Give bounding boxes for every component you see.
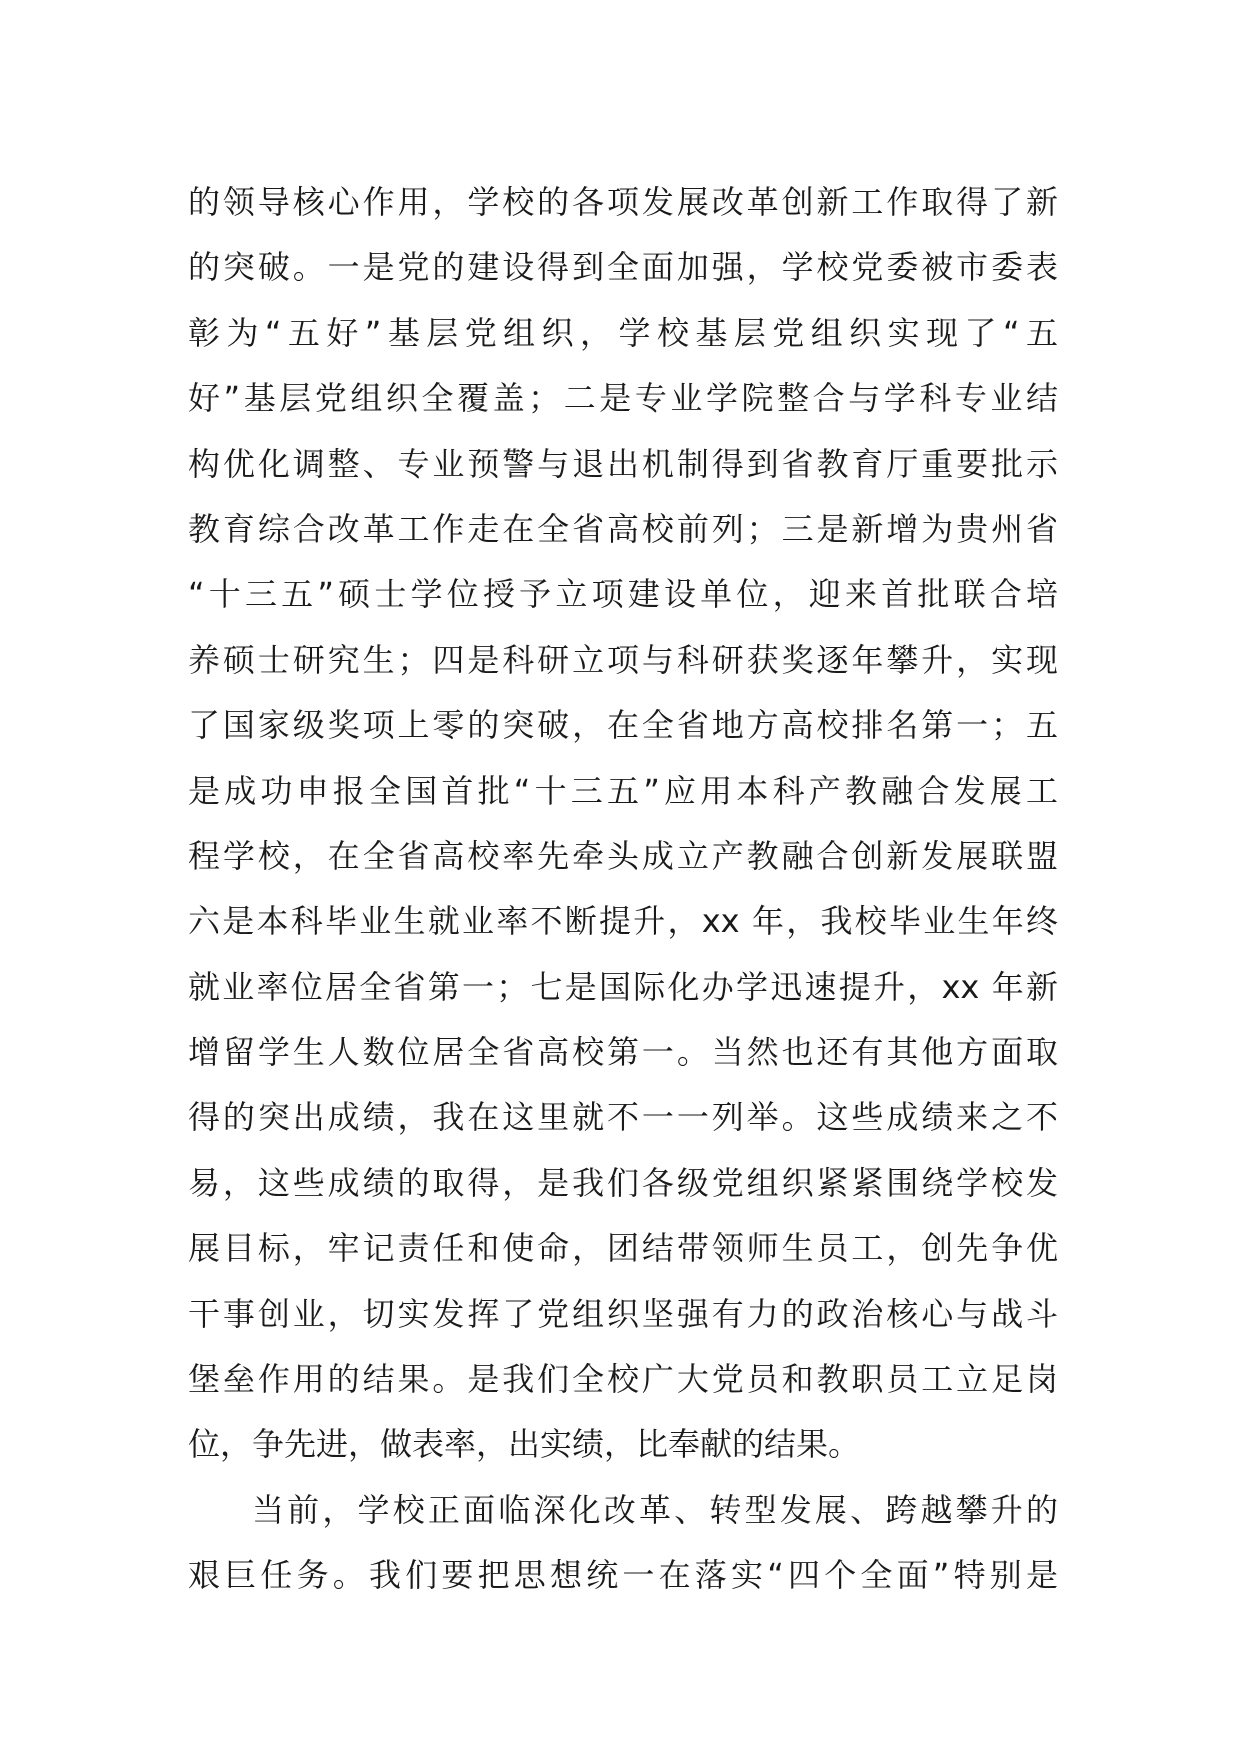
- text-line: 构优化调整、专业预警与退出机制得到省教育厅重要批示: [188, 444, 1058, 483]
- text-line: 得的突出成绩，我在这里就不一一列举。这些成绩来之不: [188, 1098, 1058, 1137]
- text-line: 程学校，在全省高校率先牵头成立产教融合创新发展联盟: [188, 836, 1058, 875]
- text-line: 位，争先进，做表率，出实绩，比奉献的结果。: [188, 1425, 861, 1464]
- text-line: 的领导核心作用，学校的各项发展改革创新工作取得了新: [188, 183, 1058, 221]
- text-line: 好”基层党组织全覆盖；二是专业学院整合与学科专业结: [188, 379, 1058, 418]
- text-line: 的突破。一是党的建设得到全面加强，学校党委被市委表: [188, 248, 1058, 287]
- text-line: 堡垒作用的结果。是我们全校广大党员和教职员工立足岗: [188, 1360, 1058, 1399]
- text-line: 是成功申报全国首批“十三五”应用本科产教融合发展工: [188, 771, 1058, 810]
- text-line: 养硕士研究生；四是科研立项与科研获奖逐年攀升，实现: [188, 640, 1058, 679]
- text-line: 就业率位居全省第一；七是国际化办学迅速提升，xx 年新: [188, 967, 1058, 1006]
- text-line: 当前，学校正面临深化改革、转型发展、跨越攀升的: [252, 1490, 1058, 1529]
- text-line: 六是本科毕业生就业率不断提升，xx 年，我校毕业生年终: [188, 902, 1058, 941]
- text-line: 干事创业，切实发挥了党组织坚强有力的政治核心与战斗: [188, 1294, 1058, 1333]
- text-line: 彰为“五好”基层党组织，学校基层党组织实现了“五: [188, 313, 1058, 352]
- text-line: 展目标，牢记责任和使命，团结带领师生员工，创先争优: [188, 1229, 1058, 1268]
- text-line: 艰巨任务。我们要把思想统一在落实“四个全面”特别是: [188, 1556, 1058, 1595]
- text-line: 了国家级奖项上零的突破，在全省地方高校排名第一；五: [188, 706, 1058, 745]
- text-line: 增留学生人数位居全省高校第一。当然也还有其他方面取: [188, 1033, 1058, 1072]
- text-line: “十三五”硕士学位授予立项建设单位，迎来首批联合培: [188, 575, 1058, 614]
- text-line: 教育综合改革工作走在全省高校前列；三是新增为贵州省: [188, 509, 1058, 548]
- body-text: [188, 170, 1058, 1609]
- text-line: 易，这些成绩的取得，是我们各级党组织紧紧围绕学校发: [188, 1163, 1058, 1202]
